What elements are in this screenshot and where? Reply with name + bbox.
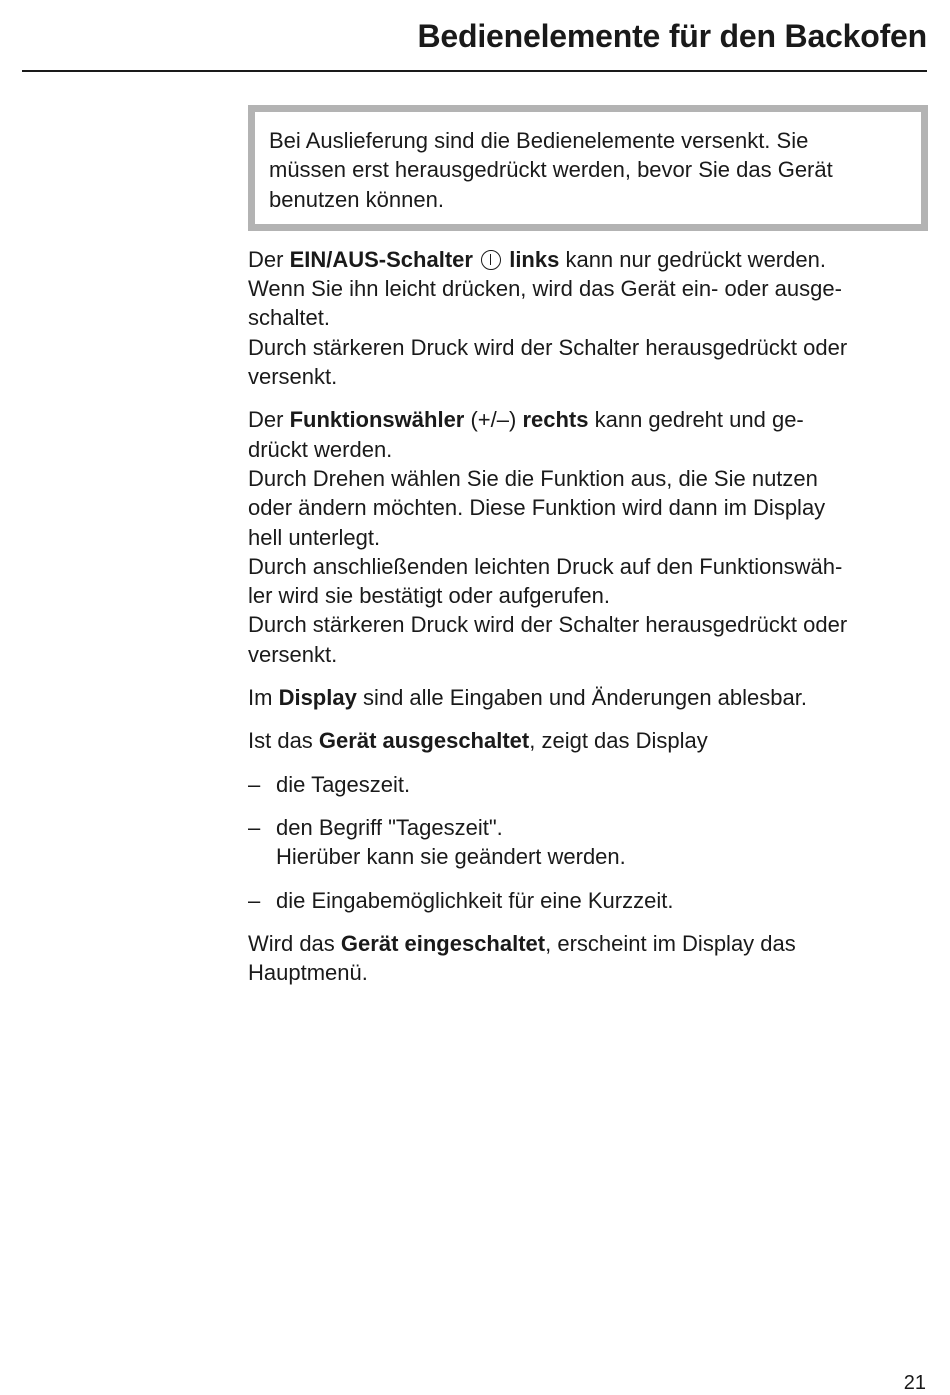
dash-marker: –: [248, 814, 261, 840]
notice-line: Bei Auslieferung sind die Bedienelemente versenkt. Sie: [269, 128, 809, 153]
text-fragment: (+/–): [464, 407, 523, 433]
power-switch-term: EIN/AUS-Schalter: [289, 246, 473, 272]
power-switch-line-1: [248, 245, 928, 274]
off-paragraph: [248, 726, 928, 755]
off-display-list: [248, 770, 928, 915]
selector-line-8: Durch stärkeren Druck wird der Schalter herausgedrückt oder: [248, 612, 848, 638]
content: [248, 105, 928, 1001]
selector-term: Funktionswähler: [289, 407, 465, 433]
display-paragraph: [248, 683, 928, 712]
text-fragment: kann nur gedrückt werden.: [559, 246, 826, 272]
notice-line: müssen erst herausgedrückt werden, bevor Sie das Gerät: [269, 157, 833, 183]
power-switch-paragraph: [248, 245, 928, 391]
page-header: [22, 14, 927, 72]
on-paragraph: [248, 929, 928, 988]
page-number: 21: [903, 1372, 926, 1394]
selector-position: rechts: [522, 407, 589, 433]
power-symbol-icon: [481, 250, 501, 270]
page-title: Bedienelemente für den Backofen: [417, 18, 927, 54]
text-fragment: , erscheint im Display das: [545, 930, 796, 956]
text-fragment: Wird das: [248, 930, 341, 956]
on-term: Gerät eingeschaltet: [340, 930, 546, 956]
off-term: Gerät ausgeschaltet: [318, 728, 530, 754]
selector-line-6: Durch anschließenden leichten Druck auf den Funktionswäh-: [248, 553, 843, 579]
selector-line-5: hell unterlegt.: [248, 524, 381, 550]
list-item-text: den Begriff "Tageszeit".: [276, 814, 503, 840]
on-line-2: Hauptmenü.: [248, 960, 368, 986]
selector-line-7: ler wird sie bestätigt oder aufgerufen.: [248, 583, 610, 609]
display-line: [248, 683, 928, 712]
power-switch-line-3: schaltet.: [248, 305, 330, 331]
text-fragment: Im: [248, 685, 279, 711]
list-item-text: die Eingabemöglichkeit für eine Kurzzeit.: [276, 887, 674, 913]
selector-line-2: drückt werden.: [248, 436, 393, 462]
list-item-text: die Tageszeit.: [276, 771, 411, 797]
power-switch-position: links: [509, 246, 560, 272]
list-item: [248, 813, 928, 872]
selector-line-3: Durch Drehen wählen Sie die Funktion aus, die Sie nutzen: [248, 465, 818, 491]
list-item-text: Hierüber kann sie geändert werden.: [276, 844, 626, 870]
text-fragment: Der: [248, 246, 290, 272]
power-switch-line-4: Durch stärkeren Druck wird der Schalter herausgedrückt oder: [248, 334, 848, 360]
notice-text: [269, 126, 907, 214]
text-fragment: Der: [248, 407, 290, 433]
dash-marker: –: [248, 771, 261, 797]
selector-line-9: versenkt.: [248, 641, 338, 667]
list-item: [248, 770, 928, 799]
power-switch-line-2: Wenn Sie ihn leicht drücken, wird das Gerät ein- oder ausge-: [248, 276, 842, 302]
selector-line-1: [248, 405, 928, 434]
off-line: [248, 726, 928, 755]
dash-marker: –: [248, 887, 261, 913]
text-fragment: sind alle Eingaben und Änderungen ablesbar.: [356, 685, 807, 711]
list-item: [248, 886, 928, 915]
selector-paragraph: [248, 405, 928, 669]
power-switch-line-5: versenkt.: [248, 364, 338, 390]
text-fragment: Ist das: [248, 728, 319, 754]
notice-box: [248, 105, 928, 231]
selector-line-4: oder ändern möchten. Diese Funktion wird dann im Display: [248, 495, 826, 521]
on-line-1: [248, 929, 928, 958]
text-fragment: , zeigt das Display: [529, 728, 708, 754]
text-fragment: kann gedreht und ge-: [588, 407, 804, 433]
display-term: Display: [278, 685, 357, 711]
notice-line: benutzen können.: [269, 186, 444, 212]
